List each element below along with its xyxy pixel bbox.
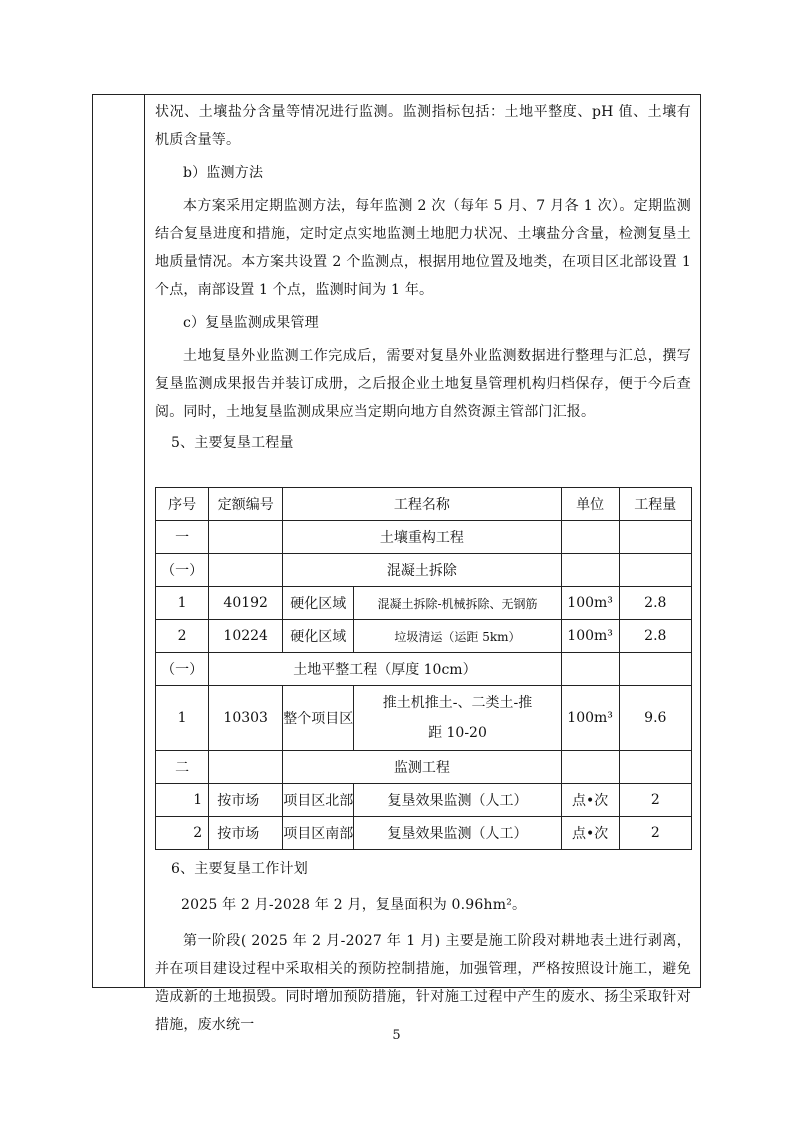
cell-qty: 2 — [619, 784, 691, 817]
works-table — [155, 487, 692, 850]
cell-idx: （一） — [156, 653, 209, 686]
cell-code: 10303 — [209, 686, 283, 751]
section-heading: 6、主要复垦工作计划 — [171, 861, 308, 877]
cell-qty — [619, 653, 691, 686]
cell-unit: 100m³ — [561, 587, 619, 620]
cell-idx: 二 — [156, 751, 209, 784]
cell-area: 硬化区域 — [283, 587, 354, 620]
cell-unit: 点•次 — [561, 817, 619, 850]
cell-area: 硬化区域 — [283, 620, 354, 653]
table-row — [156, 653, 692, 686]
table-row — [156, 751, 692, 784]
table-row — [156, 620, 692, 653]
cell-idx: 1 — [156, 686, 209, 751]
cell-area: 项目区南部 — [283, 817, 354, 850]
section-heading: 5、主要复垦工程量 — [171, 435, 294, 451]
header-cell: 序号 — [156, 488, 209, 521]
cell-name: 土壤重构工程 — [283, 521, 561, 554]
cell-code: 40192 — [209, 587, 283, 620]
paragraph: 第一阶段( 2025 年 2 月-2027 年 1 月) 主要是施工阶段对耕地表土进行剥离，并在项目建设过程中采取相关的预防控制措施，加强管理，严格按照设计施工，避免造成新的土地损毁。同时增加预防措施，针对施工过程中产生的废水、扬尘采取针对措施，废水统一 — [155, 933, 691, 1033]
cell-unit — [561, 653, 619, 686]
cell-unit — [561, 521, 619, 554]
cell-code — [209, 521, 283, 554]
cell-idx: 1 — [156, 784, 209, 817]
cell-qty — [619, 521, 691, 554]
cell-name: 垃圾清运（运距 5km） — [354, 620, 561, 653]
cell-code: 按市场 — [209, 784, 283, 817]
paragraph: 2025 年 2 月-2028 年 2 月，复垦面积为 0.96hm²。 — [181, 897, 527, 913]
cell-qty — [619, 751, 691, 784]
cell-code: 10224 — [209, 620, 283, 653]
page-number: 5 — [392, 1028, 401, 1043]
paragraph: 状况、土壤盐分含量等情况进行监测。监测指标包括：土地平整度、pH 值、土壤有机质含量等。 — [155, 104, 691, 148]
cell-idx: 一 — [156, 521, 209, 554]
body-text-top — [145, 94, 701, 457]
paragraph: 土地复垦外业监测工作完成后，需要对复垦外业监测数据进行整理与汇总，撰写复垦监测成果报告并装订成册，之后报企业土地复垦管理机构归档保存，便于今后查阅。同时，土地复垦监测成果应当定期向地方自然资源主管部门汇报。 — [155, 348, 691, 420]
cell-code — [209, 751, 283, 784]
subheading: c）复垦监测成果管理 — [183, 315, 319, 331]
cell-qty: 2.8 — [619, 620, 691, 653]
cell-name: 混凝土拆除 — [283, 554, 561, 587]
cell-qty — [619, 554, 691, 587]
table-header-row — [156, 488, 692, 521]
cell-qty: 2.8 — [619, 587, 691, 620]
table-row — [156, 686, 692, 751]
cell-qty: 2 — [619, 817, 691, 850]
cell-code — [209, 554, 283, 587]
header-cell: 单位 — [561, 488, 619, 521]
cell-idx: 2 — [156, 620, 209, 653]
table-row — [156, 817, 692, 850]
table-row — [156, 554, 692, 587]
cell-unit — [561, 751, 619, 784]
cell-name: 土地平整工程（厚度 10cm） — [209, 653, 561, 686]
header-cell: 工程名称 — [283, 488, 561, 521]
header-cell: 工程量 — [619, 488, 691, 521]
cell-name: 复垦效果监测（人工） — [354, 817, 561, 850]
subheading: b）监测方法 — [183, 165, 264, 181]
cell-name: 复垦效果监测（人工） — [354, 784, 561, 817]
table-row — [156, 521, 692, 554]
cell-name: 混凝土拆除-机械拆除、无钢筋 — [354, 587, 561, 620]
table-row — [156, 587, 692, 620]
cell-area: 项目区北部 — [283, 784, 354, 817]
cell-code: 按市场 — [209, 817, 283, 850]
cell-name: 监测工程 — [283, 751, 561, 784]
cell-unit: 100m³ — [561, 686, 619, 751]
cell-unit: 点•次 — [561, 784, 619, 817]
body-text-bottom — [145, 855, 701, 1039]
cell-qty: 9.6 — [619, 686, 691, 751]
cell-idx: （一） — [156, 554, 209, 587]
paragraph: 本方案采用定期监测方法，每年监测 2 次（每年 5 月、7 月各 1 次）。定期监测结合复垦进度和措施，定时定点实地监测土地肥力状况、土壤盐分含量，检测复垦土地质量情况。本方案共设置 2 个监测点，根据用地位置及地类，在项目区北部设置 1 个点，南部设置 1 个点，监测时间为 1 年。 — [155, 198, 691, 298]
table-row — [156, 784, 692, 817]
cell-idx: 1 — [156, 587, 209, 620]
cell-unit — [561, 554, 619, 587]
cell-name: 推土机推土-、二类土-推距 10-20 — [354, 686, 561, 751]
cell-unit: 100m³ — [561, 620, 619, 653]
header-cell: 定额编号 — [209, 488, 283, 521]
cell-idx: 2 — [156, 817, 209, 850]
cell-area: 整个项目区 — [283, 686, 354, 751]
